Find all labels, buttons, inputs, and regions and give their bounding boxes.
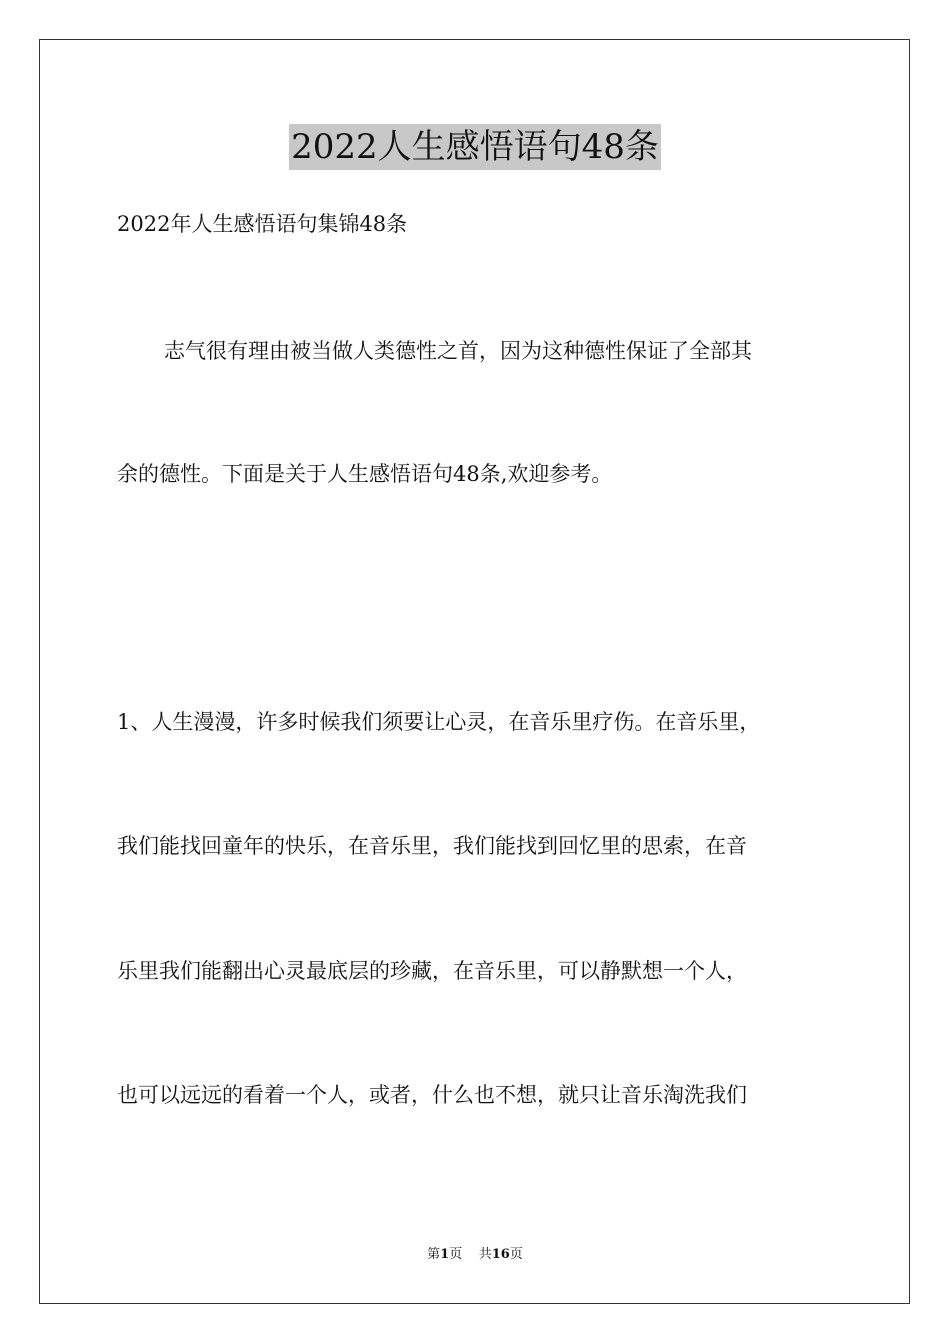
- document-subtitle: 2022年人生感悟语句集锦48条: [117, 212, 408, 236]
- paragraph-line-1: 志气很有理由被当做人类德性之首，因为这种德性保证了全部其: [164, 339, 752, 363]
- document-title: 2022人生感悟语句48条: [289, 124, 661, 170]
- page-prefix: 第: [427, 1247, 441, 1262]
- title-container: [0, 124, 950, 170]
- paragraph-line-4: 我们能找回童年的快乐，在音乐里，我们能找到回忆里的思索，在音: [117, 834, 747, 858]
- total-prefix: 共: [478, 1247, 492, 1262]
- page-suffix: 页: [449, 1247, 463, 1262]
- paragraph-line-5: 乐里我们能翻出心灵最底层的珍藏，在音乐里，可以静默想一个人，: [117, 959, 747, 983]
- paragraph-line-6: 也可以远远的看着一个人，或者，什么也不想，就只让音乐淘洗我们: [117, 1083, 747, 1107]
- total-pages: 16: [491, 1247, 510, 1262]
- paragraph-line-2: 余的德性。下面是关于人生感悟语句48条,欢迎参考。: [117, 462, 613, 486]
- paragraph-line-3: 1、人生漫漫，许多时候我们须要让心灵，在音乐里疗伤。在音乐里，: [117, 710, 761, 734]
- page-footer: [0, 1246, 950, 1264]
- total-suffix: 页: [509, 1247, 523, 1262]
- page-number: 1: [440, 1247, 450, 1262]
